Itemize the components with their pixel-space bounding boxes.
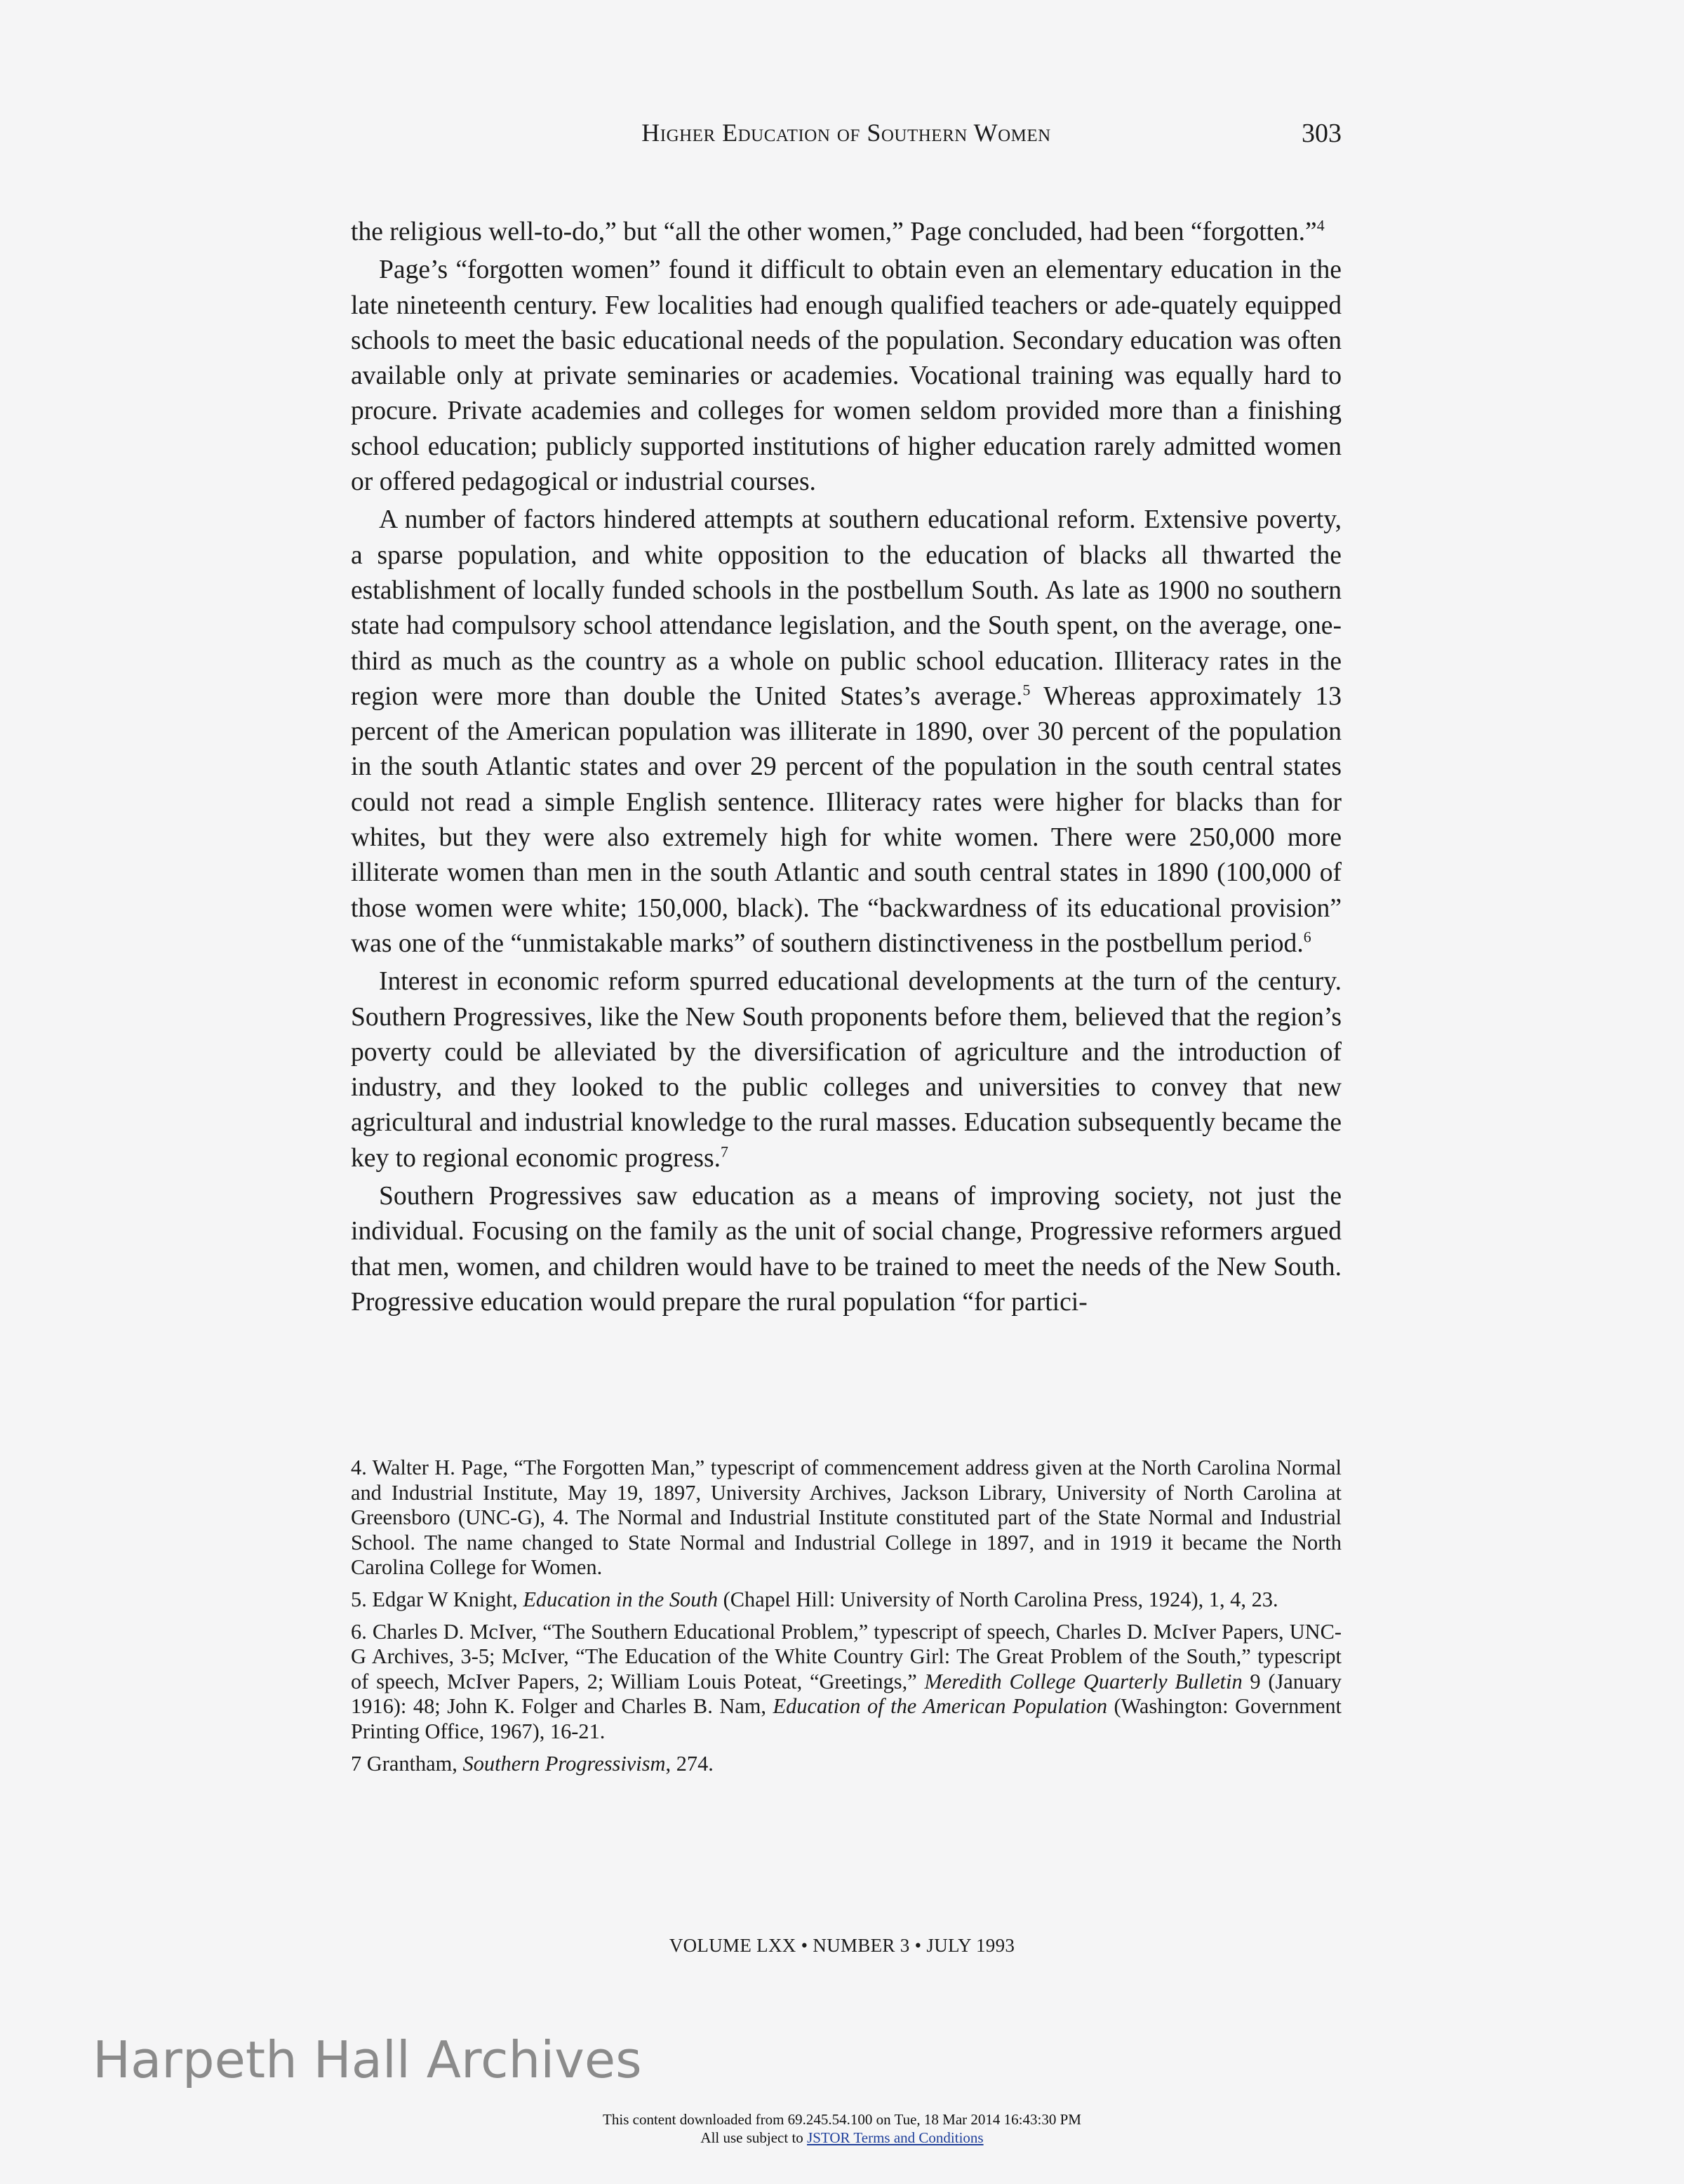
footnote-ref: 7: [720, 1143, 728, 1161]
text-run: (Chapel Hill: University of North Carolina Press, 1924), 1, 4, 23.: [718, 1587, 1278, 1611]
italic-title: Education of the American Population: [773, 1694, 1108, 1719]
footnote-ref: 4: [1316, 217, 1325, 234]
footnote-ref: 5: [1022, 681, 1031, 699]
running-title: Higher Education of Southern Women: [641, 119, 1051, 147]
text-run: Interest in economic reform spurred educational developments at the turn of the century. Southern Progressives, like the New South proponents before them, believed that the region’s poverty could be alleviated by the diversification of agriculture and the introduction of industry, and they looked to the public colleges and universities to convey that new agricultural and industrial knowledge to the rural masses. Education subsequently became the key to regional economic progress.: [351, 967, 1342, 1173]
terms-line: [0, 2129, 1684, 2147]
text-run: 7 Grantham,: [351, 1751, 463, 1776]
download-note: [0, 2110, 1684, 2147]
italic-title: Meredith College Quarterly Bulletin: [924, 1669, 1243, 1693]
footnote-6: [351, 1620, 1342, 1745]
text-run: A number of factors hindered attempts at southern educational reform. Extensive poverty, a sparse population, and white opposition to the education of blacks all thwarted the establishment of locally funded schools in the postbellum South. As late as 1900 no southern state had compulsory school attendance legislation, and the South spent, on the average, one-third as much as the country as a whole on public school education. Illiteracy rates in the region were more than double the United States’s average.: [351, 505, 1342, 711]
text-run: Southern Progressives saw education as a means of improving society, not just the individual. Focusing on the family as the unit of social change, Progressive reformers argued that men, women, and children would have to be trained to meet the needs of the New South. Progressive education would prepare the rural population “for partici-: [351, 1182, 1342, 1317]
text-run: Whereas approximately 13 percent of the American population was illiterate in 1890, over 30 percent of the population in the south Atlantic states and over 29 percent of the population in the south central states could not read a simple English sentence. Illiteracy rates were higher for blacks than for whites, but they were also extremely high for white women. There were 250,000 more illiterate women than men in the south Atlantic and south central states in 1890 (100,000 of those women were white; 150,000, black). The “backwardness of its educational provision” was one of the “unmistakable marks” of southern distinctiveness in the postbellum period.: [351, 681, 1342, 958]
paragraph-2: [351, 253, 1342, 500]
text-run: (Washington: Government Printing Office, 1967), 16-21.: [351, 1694, 1342, 1743]
journal-volume-line: VOLUME LXX • NUMBER 3 • JULY 1993: [669, 1935, 1015, 1956]
footnote-7: [351, 1752, 1342, 1777]
paragraph-5: [351, 1179, 1342, 1320]
page-number: 303: [1302, 119, 1342, 148]
download-line: This content downloaded from 69.245.54.100 on Tue, 18 Mar 2014 16:43:30 PM: [603, 2111, 1081, 2128]
jstor-terms-link[interactable]: JSTOR Terms and Conditions: [807, 2129, 984, 2146]
footnote-5: [351, 1587, 1342, 1613]
text-run: the religious well-to-do,” but “all the other women,” Page concluded, had been “forgotten.”: [351, 218, 1317, 246]
footnote-4: [351, 1456, 1342, 1580]
text-run: , 274.: [665, 1751, 714, 1776]
footnotes: [351, 1456, 1342, 1783]
archive-watermark: Harpeth Hall Archives: [93, 2030, 642, 2089]
terms-prefix: All use subject to: [700, 2129, 808, 2146]
text-run: 4. Walter H. Page, “The Forgotten Man,” typescript of commencement address given at the North Carolina Normal and Industrial Institute, May 19, 1897, University Archives, Jackson Library, University of North Carolina at Greensboro (UNC-G), 4. The Normal and Industrial Institute constituted part of the State Normal and Industrial School. The name changed to State Normal and Industrial College in 1897, and in 1919 it became the North Carolina College for Women.: [351, 1456, 1342, 1580]
italic-title: Education in the South: [523, 1587, 719, 1611]
paragraph-4: [351, 964, 1342, 1176]
article-body: [351, 215, 1342, 1323]
running-head: [351, 118, 1342, 153]
text-run: 9 (January 1916): 48; John K. Folger and Charles B. Nam,: [351, 1669, 1342, 1719]
text-run: Page’s “forgotten women” found it difficult to obtain even an elementary education in the late nineteenth century. Few localities had enough qualified teachers or ade-quately equipped schools to meet the basic educational needs of the population. Secondary education was often available only at private seminaries or academies. Vocational training was equally hard to procure. Private academies and colleges for women seldom provided more than a finishing school education; publicly supported institutions of higher education rarely admitted women or offered pedagogical or industrial courses.: [351, 255, 1342, 497]
paragraph-3: [351, 502, 1342, 961]
italic-title: Southern Progressivism: [462, 1751, 666, 1776]
text-run: 6. Charles D. McIver, “The Southern Educational Problem,” typescript of speech, Charles D. McIver Papers, UNC-G Archives, 3-5; McIver, “The Education of the White Country Girl: The Great Problem of the South,” typescript of speech, McIver Papers, 2; William Louis Poteat, “Greetings,”: [351, 1619, 1342, 1693]
footnote-ref: 6: [1303, 928, 1311, 946]
text-run: 5. Edgar W Knight,: [351, 1587, 523, 1611]
paragraph-1: [351, 215, 1342, 250]
